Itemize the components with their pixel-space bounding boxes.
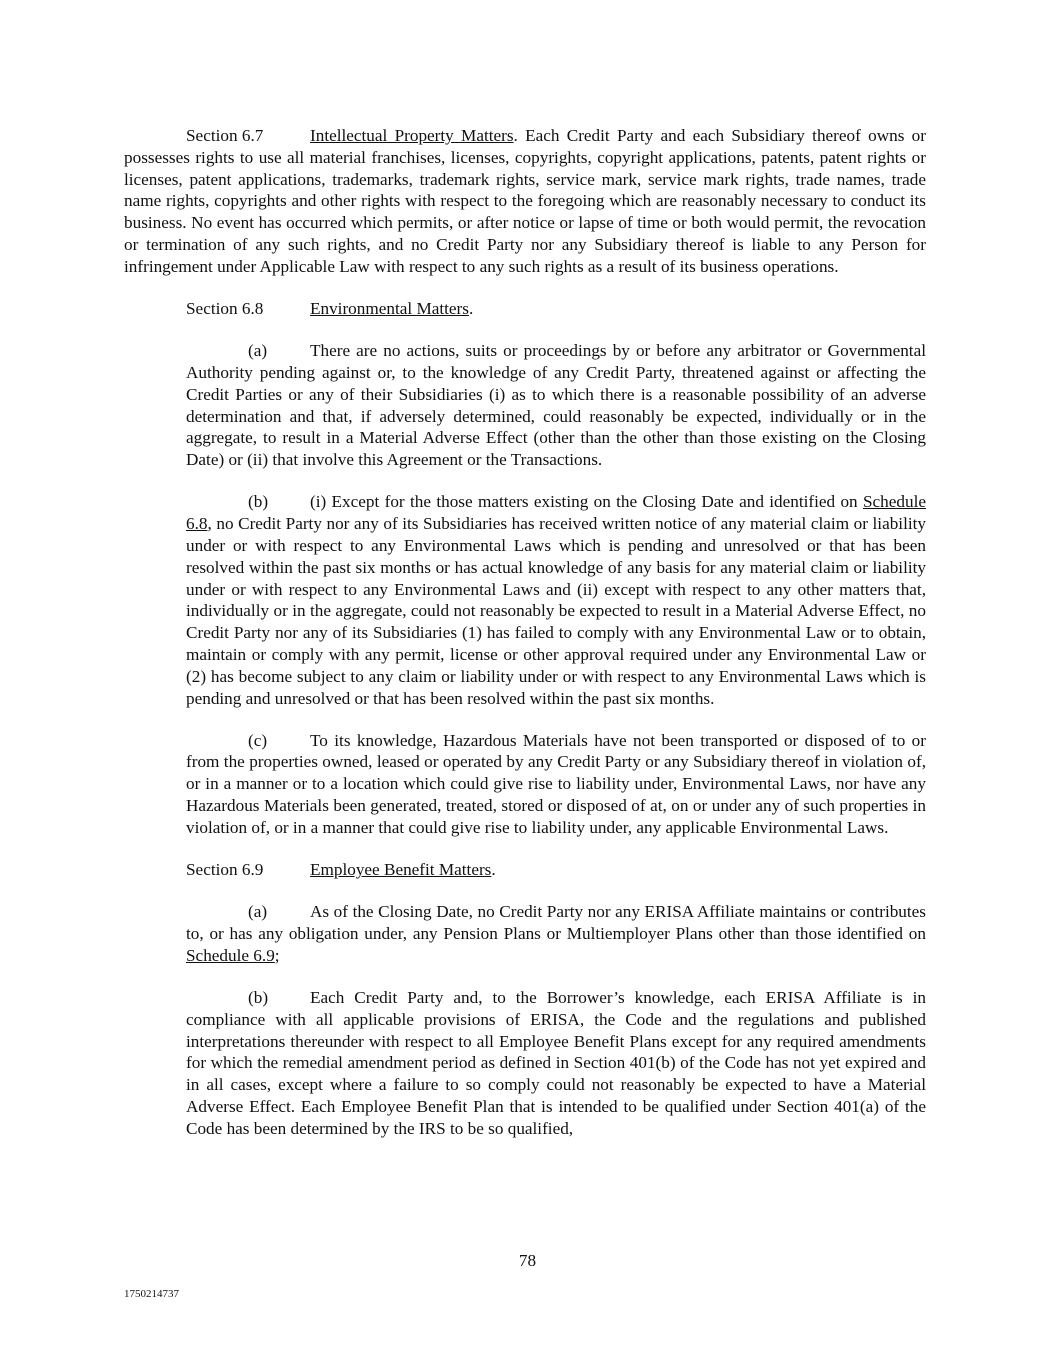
page-number: 78 <box>518 1251 537 1270</box>
schedule-6-9-ref: Schedule 6.9 <box>186 945 275 965</box>
section-6-9-title-end: . <box>491 860 496 880</box>
clause-text-pre: As of the Closing Date, no Credit Party nor any ERISA Affiliate maintains or contributes to, or has any obligation under, any Pension Plans or Multiemployer Plans other than those identified on <box>186 902 926 944</box>
section-6-7 <box>124 125 926 278</box>
document-page <box>124 125 926 1160</box>
section-6-8-label: Section 6.8 <box>186 298 264 318</box>
clause-text-post: , no Credit Party nor any of its Subsidiaries has received written notice of any material claim or liability under or with respect to any Environmental Laws which is pending and unresolved or that has been resolved within the past six months or has actual knowledge of any basis for any material claim or liability under or with respect to any Environmental Laws and (ii) except with respect to any other matters that, individually or in the aggregate, could not reasonably be expected to result in a Material Adverse Effect, no Credit Party nor any of its Subsidiaries (1) has failed to comply with any Environmental Law or to obtain, maintain or comply with any permit, license or other approval required under any Environmental Law or (2) has become subject to any claim or liability under or with respect to any Environmental Laws which is pending and unresolved or that has been resolved within the past six months. <box>186 514 926 708</box>
clause-text: To its knowledge, Hazardous Materials have not been transported or disposed of to or from the properties owned, leased or operated by any Credit Party or any Subsidiary thereof in violation of, or in a manner or to a location which could give rise to liability under, Environmental Laws, nor have any Hazardous Materials been generated, treated, stored or disposed of at, on or under any of such properties in violation of, or in a manner that could give rise to liability under, any applicable Environmental Laws. <box>186 730 926 837</box>
section-6-9-b <box>186 987 926 1140</box>
schedule-6-8-ref: Schedule 6.8 <box>186 492 926 534</box>
section-6-8-title: Environmental Matters <box>310 298 469 318</box>
section-6-7-title: Intellectual Property Matters <box>310 126 514 145</box>
clause-text: Each Credit Party and, to the Borrower’s knowledge, each ERISA Affiliate is in compliance with all applicable provisions of ERISA, the Code and the regulations and published interpretations thereunder with respect to all Employee Benefit Plans except for any required amendments for which the remedial amendment period as defined in Section 401(b) of the Code has not yet expired and in all cases, except where a failure to so comply could not reasonably be expected to have a Material Adverse Effect. Each Employee Benefit Plan that is intended to be qualified under Section 401(a) of the Code has been determined by the IRS to be so qualified, <box>186 988 926 1138</box>
clause-marker: (b) <box>248 988 269 1008</box>
clause-text: There are no actions, suits or proceedings by or before any arbitrator or Governmental Authority pending against or, to the knowledge of any Credit Party, threatened against or affecting the Credit Parties or any of their Subsidiaries (i) as to which there is a reasonable possibility of an adverse determination and that, if adversely determined, could reasonably be expected, individually or in the aggregate, to result in a Material Adverse Effect (other than the other than those existing on the Closing Date) or (ii) that involve this Agreement or the Transactions. <box>186 341 926 470</box>
section-6-7-label: Section 6.7 <box>186 126 264 145</box>
section-6-8-c <box>186 730 926 839</box>
section-6-9-a <box>186 901 926 966</box>
section-6-7-body: . Each Credit Party and each Subsidiary thereof owns or possesses rights to use all material franchises, licenses, copyrights, copyright applications, patents, patent rights or licenses, patent applications, trademarks, trademark rights, service mark, service mark rights, trade names, trade name rights, copyrights and other rights with respect to the foregoing which are reasonably necessary to conduct its business. No event has occurred which permits, or after notice or lapse of time or both would permit, the revocation or termination of any such rights, and no Credit Party nor any Subsidiary thereof is liable to any Person for infringement under Applicable Law with respect to any such rights as a result of its business operations. <box>124 126 926 276</box>
clause-marker: (a) <box>248 902 268 922</box>
section-6-8-a <box>186 340 926 471</box>
clause-marker: (b) <box>248 492 269 512</box>
section-6-8-title-end: . <box>468 298 474 318</box>
clause-text-post: ; <box>274 945 280 965</box>
section-6-9-heading <box>186 859 926 881</box>
document-id: 1750214737 <box>124 1288 179 1300</box>
section-6-9-label: Section 6.9 <box>186 860 264 880</box>
section-6-8-b <box>186 491 926 709</box>
section-6-9-title: Employee Benefit Matters <box>310 860 492 880</box>
clause-text-pre: (i) Except for the those matters existing on the Closing Date and identified on <box>310 492 863 512</box>
clause-marker: (c) <box>248 730 268 750</box>
section-6-8-heading <box>186 298 926 320</box>
clause-marker: (a) <box>248 341 268 361</box>
